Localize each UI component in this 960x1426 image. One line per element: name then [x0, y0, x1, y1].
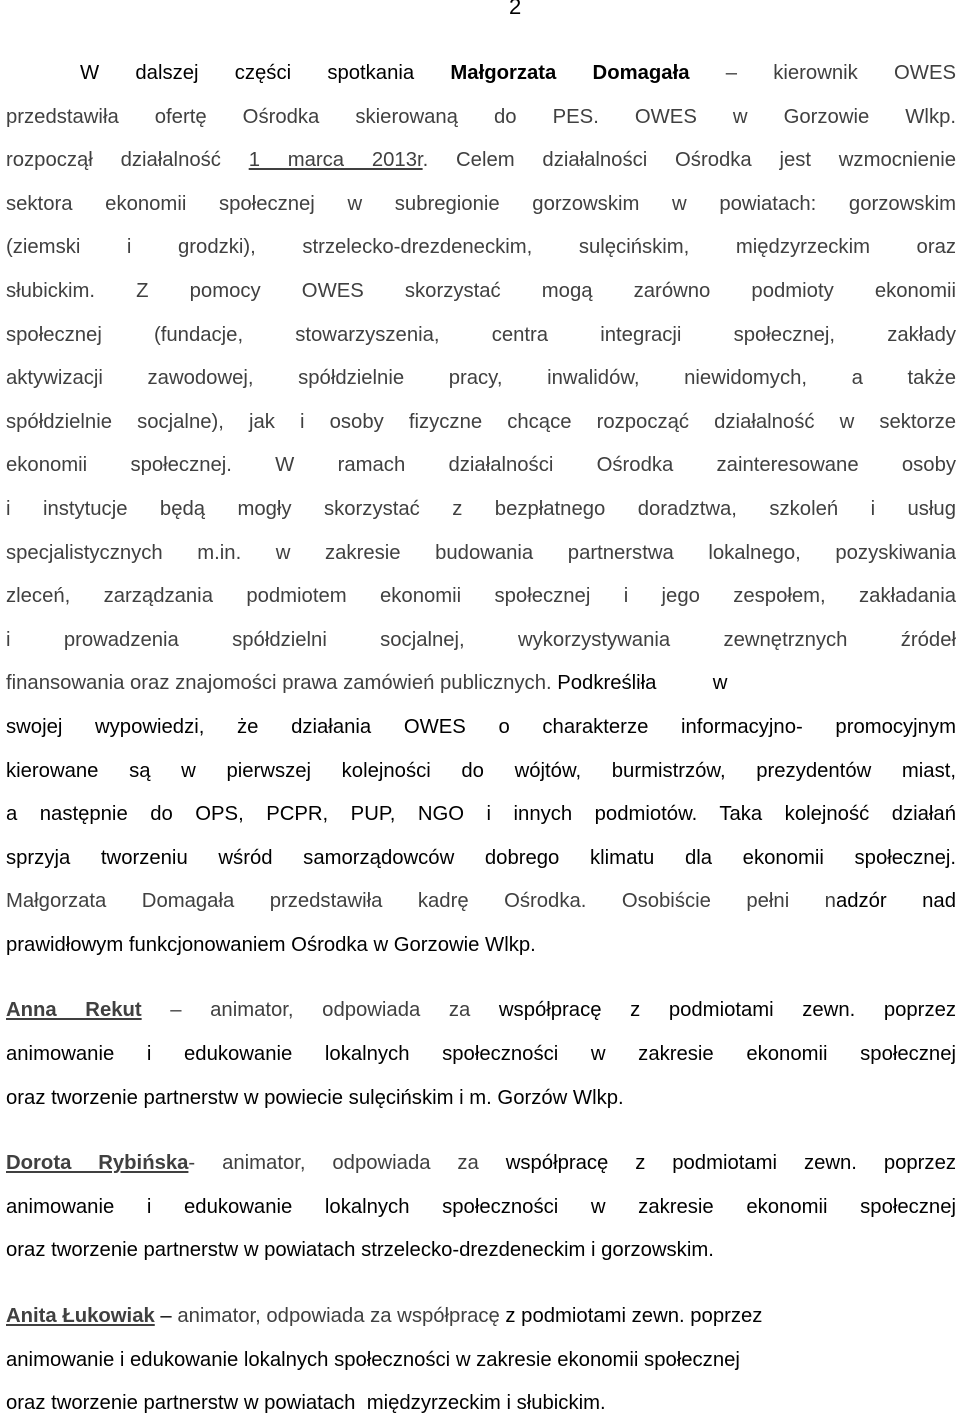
staff-line-2: animowanie i edukowanie lokalnych społeczności w zakresie ekonomii społecznej [6, 1348, 740, 1371]
start-date: 1 marca 2013r [248, 149, 423, 172]
intro-line-17: kierowane są w pierwszej kolejności do wójtów, burmistrzów, prezydentów miast, [6, 759, 956, 782]
spacer [6, 967, 956, 989]
staff-entry [6, 989, 956, 1120]
intro-line-12: specjalistycznych m.in. w zakresie budowania partnerstwa lokalnego, pozyskiwania [6, 541, 956, 564]
document-body [6, 52, 956, 1426]
intro-line-13: zleceń, zarządzania podmiotem ekonomii społecznej i jego zespołem, zakładania [6, 585, 956, 608]
staff-entry [6, 1295, 956, 1426]
spacer [6, 1120, 956, 1142]
page-number: 2 [509, 0, 522, 19]
intro-line-5: (ziemski i grodzki), strzelecko-drezdeneckim, sulęcińskim, międzyrzeckim oraz [6, 236, 956, 259]
intro-line-1: W dalszej części spotkania Małgorzata Domagała – kierownik OWES [80, 62, 956, 84]
intro-line-16: swojej wypowiedzi, że działania OWES o charakterze informacyjno- promocyjnym [6, 715, 956, 738]
staff-line-2: animowanie i edukowanie lokalnych społeczności w zakresie ekonomii społecznej [6, 1195, 956, 1218]
intro-line-9: spółdzielnie socjalne), jak i osoby fizyczne chcące rozpocząć działalność w sektorze [6, 410, 956, 433]
intro-line-21: prawidłowym funkcjonowaniem Ośrodka w Gorzowie Wlkp. [6, 933, 536, 956]
staff-name: Anita Łukowiak [6, 1305, 155, 1328]
staff-entry [6, 1142, 956, 1273]
intro-line-18: a następnie do OPS, PCPR, PUP, NGO i innych podmiotów. Taka kolejność działań [6, 803, 956, 826]
intro-line-7: społecznej (fundacje, stowarzyszenia, centra integracji społecznej, zakłady [6, 323, 956, 346]
manager-name: Małgorzata Domagała [450, 62, 690, 84]
spacer [6, 1273, 956, 1295]
staff-name: Anna Rekut [6, 999, 142, 1022]
staff-name: Dorota Rybińska [6, 1152, 189, 1175]
staff-line-1: Dorota Rybińska- animator, odpowiada za współpracę z podmiotami zewn. poprzez [6, 1152, 956, 1175]
intro-line-4: sektora ekonomii społecznej w subregionie gorzowskim w powiatach: gorzowskim [6, 192, 956, 215]
intro-line-15: finansowania oraz znajomości prawa zamówień publicznych. Podkreśliła w [6, 672, 728, 695]
staff-line-3: oraz tworzenie partnerstw w powiecie sulęcińskim i m. Gorzów Wlkp. [6, 1086, 624, 1109]
staff-line-1: Anita Łukowiak – animator, odpowiada za współpracę z podmiotami zewn. poprzez [6, 1305, 763, 1328]
intro-line-11: i instytucje będą mogły skorzystać z bezpłatnego doradztwa, szkoleń i usług [6, 497, 956, 520]
intro-line-10: ekonomii społecznej. W ramach działalności Ośrodka zainteresowane osoby [6, 454, 956, 477]
staff-line-3: oraz tworzenie partnerstw w powiatach strzelecko-drezdeneckim i gorzowskim. [6, 1239, 714, 1262]
staff-line-1: Anna Rekut – animator, odpowiada za współpracę z podmiotami zewn. poprzez [6, 999, 956, 1022]
staff-line-2: animowanie i edukowanie lokalnych społeczności w zakresie ekonomii społecznej [6, 1043, 956, 1066]
intro-line-2: przedstawiła ofertę Ośrodka skierowaną do PES. OWES w Gorzowie Wlkp. [6, 105, 956, 128]
intro-line-14: i prowadzenia spółdzielni socjalnej, wykorzystywania zewnętrznych źródeł [6, 628, 956, 651]
intro-line-6: słubickim. Z pomocy OWES skorzystać mogą zarówno podmioty ekonomii [6, 279, 956, 302]
intro-line-19: sprzyja tworzeniu wśród samorządowców dobrego klimatu dla ekonomii społecznej. [6, 846, 956, 869]
intro-paragraph [6, 52, 956, 967]
staff-line-3: oraz tworzenie partnerstw w powiatach międzyrzeckim i słubickim. [6, 1392, 606, 1415]
intro-line-3: rozpoczął działalność 1 marca 2013r. Celem działalności Ośrodka jest wzmocnienie [6, 149, 957, 172]
intro-line-8: aktywizacji zawodowej, spółdzielnie pracy, inwalidów, niewidomych, a także [6, 367, 956, 390]
intro-line-20: Małgorzata Domagała przedstawiła kadrę Ośrodka. Osobiście pełni nadzór nad [6, 890, 956, 913]
